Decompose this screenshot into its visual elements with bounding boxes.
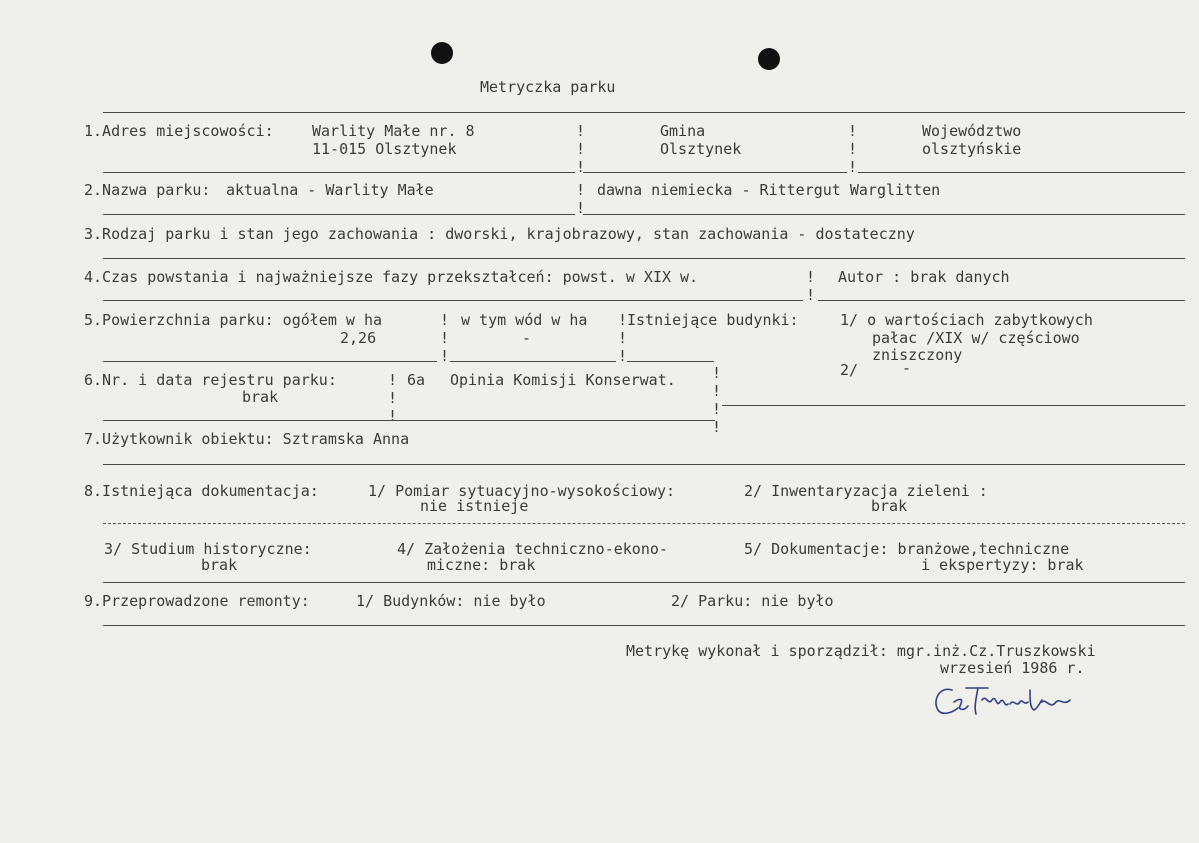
- s2-separator: ! !: [576, 181, 586, 217]
- rule-2b: [583, 214, 1185, 215]
- rule-1b: [583, 172, 847, 173]
- s2-former-name: dawna niemiecka - Rittergut Warglitten: [597, 181, 941, 199]
- s6-separator-2: ! ! ! !: [712, 364, 722, 436]
- s4-separator: ! !: [806, 268, 816, 304]
- rule-1c: [858, 172, 1185, 173]
- rule-8-dashed: [103, 523, 1185, 524]
- s8-doc1-line1: 1/ Pomiar sytuacyjno-wysokościowy:: [368, 482, 676, 500]
- rule-4a: [103, 300, 803, 301]
- s2-current-name: aktualna - Warlity Małe: [226, 181, 434, 199]
- rule-5c: [627, 361, 714, 362]
- rule-top: [103, 112, 1185, 113]
- footer-date: wrzesień 1986 r.: [940, 659, 1085, 677]
- s8-doc1-line2: nie istnieje: [420, 497, 529, 515]
- s8-doc2-line2: brak: [871, 497, 908, 515]
- footer-author: Metrykę wykonał i sporządził: mgr.inż.Cz.Truszkowski: [626, 642, 1096, 660]
- s1-address-line1: Warlity Małe nr. 8: [312, 122, 475, 140]
- handwritten-signature: [930, 680, 1080, 720]
- s1-separator-1: ! ! !: [576, 122, 586, 176]
- rule-8: [103, 582, 1185, 583]
- s4-author: Autor : brak danych: [838, 268, 1010, 286]
- rule-6b: [722, 405, 1185, 406]
- punch-hole-right: [758, 48, 780, 70]
- s9-repair2: 2/ Parku: nie było: [671, 592, 834, 610]
- s5-building1-line1: 1/ o wartościach zabytkowych: [840, 311, 1093, 329]
- s1-woj-value: olsztyńskie: [922, 140, 1022, 158]
- rule-2a: [103, 214, 575, 215]
- s8-doc4-line2: miczne: brak: [427, 556, 536, 574]
- s5-water-label: w tym wód w ha: [461, 311, 588, 329]
- s1-address-line2: 11-015 Olsztynek: [312, 140, 457, 158]
- s5-building1-line2: pałac /XIX w/ częściowo: [872, 329, 1080, 347]
- s1-label: 1.Adres miejscowości:: [84, 122, 274, 140]
- s5-building2-num: 2/: [840, 361, 859, 379]
- s6-value: brak: [242, 388, 279, 406]
- s1-woj-label: Województwo: [922, 122, 1022, 140]
- punch-hole-left: [431, 42, 453, 64]
- rule-7: [103, 464, 1185, 465]
- s4-text: 4.Czas powstania i najważniejsze fazy przekształceń: powst. w XIX w.: [84, 268, 699, 286]
- s5-label: 5.Powierzchnia parku: ogółem w ha: [84, 311, 383, 329]
- s9-repair1: 1/ Budynków: nie było: [356, 592, 546, 610]
- s8-doc5-line2: i ekspertyzy: brak: [921, 556, 1084, 574]
- document-title: Metryczka parku: [480, 78, 616, 96]
- rule-6a: [103, 420, 715, 421]
- rule-5a: [103, 361, 437, 362]
- s5-building2-value: -: [902, 359, 912, 377]
- s1-gmina-label: Gmina: [660, 122, 706, 140]
- s5-area: 2,26: [340, 329, 377, 347]
- rule-1a: [103, 172, 575, 173]
- rule-5b: [450, 361, 616, 362]
- s8-doc3-line2: brak: [201, 556, 238, 574]
- s1-gmina-value: Olsztynek: [660, 140, 742, 158]
- rule-3: [103, 258, 1185, 259]
- s5-buildings-label: Istniejące budynki:: [627, 311, 799, 329]
- s6-separator-1: ! ! !: [388, 371, 398, 425]
- s6-label: 6.Nr. i data rejestru parku:: [84, 371, 337, 389]
- s5-separator-2: ! ! !: [618, 311, 628, 365]
- rule-9: [103, 625, 1185, 626]
- s8-doc3-line1: 3/ Studium historyczne:: [104, 540, 312, 558]
- s7-text: 7.Użytkownik obiektu: Sztramska Anna: [84, 430, 410, 448]
- s8-label: 8.Istniejąca dokumentacja:: [84, 482, 319, 500]
- s6-opinion: Opinia Komisji Konserwat.: [450, 371, 676, 389]
- s5-water-value: -: [522, 329, 532, 347]
- s6-ref: 6a: [407, 371, 426, 389]
- s9-label: 9.Przeprowadzone remonty:: [84, 592, 310, 610]
- s8-doc2-line1: 2/ Inwentaryzacja zieleni :: [744, 482, 988, 500]
- s5-building1-line3: zniszczony: [872, 346, 963, 364]
- s8-doc5-line1: 5/ Dokumentacje: branżowe,techniczne: [744, 540, 1070, 558]
- s3-text: 3.Rodzaj parku i stan jego zachowania : dworski, krajobrazowy, stan zachowania - dostateczny: [84, 225, 915, 243]
- rule-4b: [818, 300, 1185, 301]
- s8-doc4-line1: 4/ Założenia techniczno-ekono-: [397, 540, 668, 558]
- s5-separator-1: ! ! !: [440, 311, 450, 365]
- s2-label: 2.Nazwa parku:: [84, 181, 211, 199]
- s1-separator-2: ! ! !: [848, 122, 858, 176]
